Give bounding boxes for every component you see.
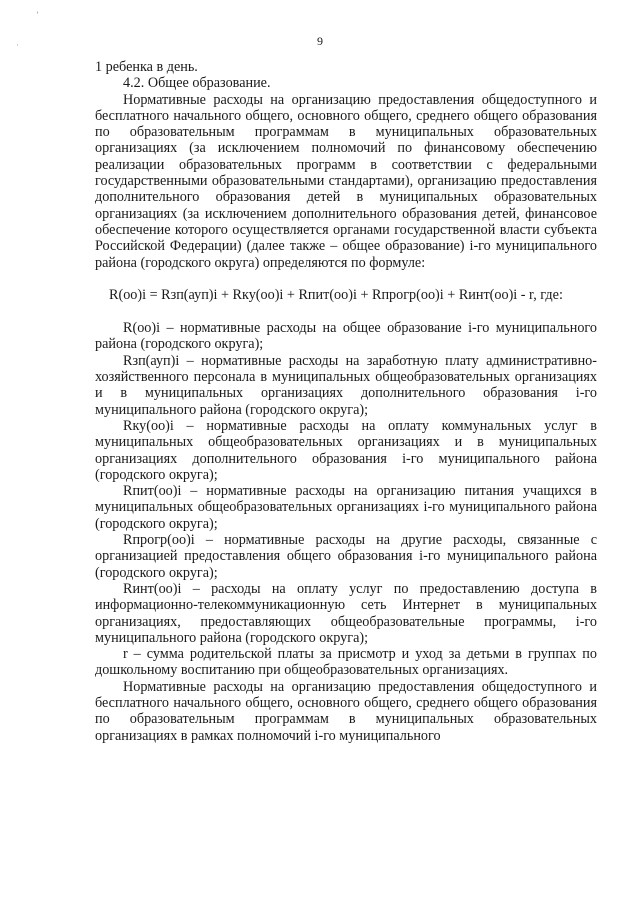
definition-r-parental-fee: r – сумма родительской платы за присмотр и уход за детьми в группах по дошкольному воспитанию при общеобразовательных организациях. (95, 646, 597, 679)
scan-mark: · (16, 40, 19, 50)
carry-over-line: 1 ребенка в день. (95, 59, 198, 75)
definition-r-zp-aup: Rзп(ауп)i – нормативные расходы на заработную плату административно-хозяйственного персонала в муниципальных общеобразовательных организациях и в муниципальных организациях дополнительного образования i-го муниципального района (городского округа); (95, 352, 597, 418)
formula: R(оо)i = Rзп(ауп)i + Rку(оо)i + Rпит(оо)i + Rпрогр(оо)i + Rинт(оо)i - r, где: (109, 286, 563, 303)
paragraph-intro: Нормативные расходы на организацию предоставления общедоступного и бесплатного начального общего, основного общего, среднего общего образования по образовательным программам в муниципальных образовательных организациях (за исключением полномочий по финансовому обеспечению реализации образовательных программ в соответствии с федеральными государственными образовательными стандартами), организацию предоставления дополнительного образования детей в муниципальных образовательных организациях (за исключением дополнительного образования детей, финансовое обеспечение которого осуществляется органами государственной власти субъекта Российской Федерации) (далее также – общее образование) i-го муниципального района (городского округа) определяются по формуле: (95, 91, 597, 271)
paragraph-continued: Нормативные расходы на организацию предоставления общедоступного и бесплатного начального общего, основного общего, среднего общего образования по образовательным программам в муниципальных образовательных организациях в рамках полномочий i-го муниципального (95, 678, 597, 744)
definition-r-progr-oo: Rпрогр(оо)i – нормативные расходы на другие расходы, связанные с организацией предоставления общего образования i-го муниципального района (городского округа); (95, 532, 597, 581)
definition-r-int-oo: Rинт(оо)i – расходы на оплату услуг по предоставлению доступа в информационно-телекоммуникационную сеть Интернет в муниципальных организациях, предоставляющих общеобразовательные программы, i-го муниципального района (городского округа); (95, 580, 597, 646)
document-body (95, 59, 597, 744)
definition-r-ku-oo: Rку(оо)i – нормативные расходы на оплату коммунальных услуг в муниципальных общеобразовательных организациях и в муниципальных организациях дополнительного образования i-го муниципального района (городского округа); (95, 417, 597, 483)
scan-mark: ’ (36, 10, 39, 20)
definition-r-pit-oo: Rпит(оо)i – нормативные расходы на организацию питания учащихся в муниципальных общеобразовательных организациях i-го муниципального района (городского округа); (95, 483, 597, 532)
page-number: 9 (317, 34, 323, 48)
section-heading: 4.2. Общее образование. (123, 75, 271, 92)
definition-r-oo: R(оо)i – нормативные расходы на общее образование i-го муниципального района (городского округа); (95, 320, 597, 353)
